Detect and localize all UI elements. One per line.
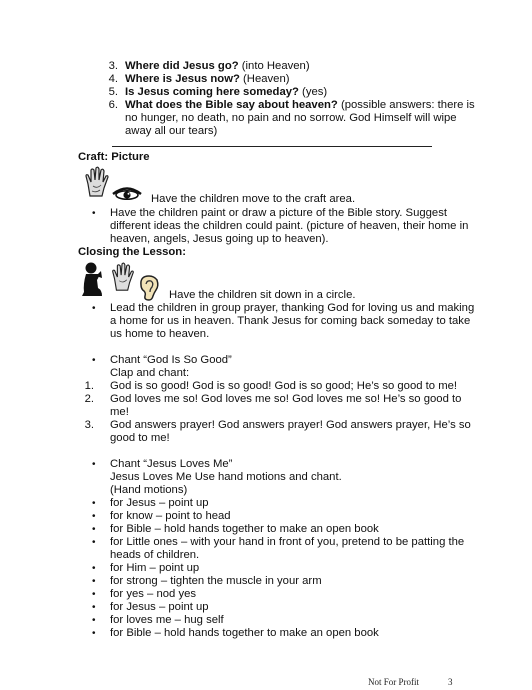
prayer-line3: us home to heaven. [110,328,210,340]
q4-text: Where is Jesus now? (Heaven) [125,73,290,85]
page-number: 3 [448,677,453,687]
list-item: for Jesus – point up [110,601,209,613]
list-bullet: • [92,524,96,535]
craft-heading: Craft: Picture [78,151,150,163]
craft-bullet-line3: heaven, angels, Jesus going up to heaven). [110,233,329,245]
chant1-item-number: 1. [84,380,94,392]
chant1-sub: Clap and chant: [110,367,190,379]
section-divider [112,146,432,147]
chant2-sub: Jesus Loves Me Use hand motions and chant. [110,471,342,483]
list-bullet: • [92,576,96,587]
list-bullet: • [92,498,96,509]
chant1-item-cont: good to me! [110,432,170,444]
list-bullet: • [92,602,96,613]
chant1-item: God is so good! God is so good! God is so good; He’s so good to me! [110,380,458,392]
chant1-bullet: • [92,355,96,366]
list-item: for Bible – hold hands together to make an open book [110,627,379,639]
chant2-sub2: (Hand motions) [110,484,188,496]
list-item-cont: heads of children. [110,549,200,561]
closing-instruction: Have the children sit down in a circle. [169,289,356,301]
list-bullet: • [92,628,96,639]
list-bullet: • [92,537,96,548]
chant2-title: Chant “Jesus Loves Me” [110,458,233,470]
q6-text-line3: away all our tears) [125,125,218,137]
footer-text: Not For Profit [368,677,420,687]
chant1-item: God answers prayer! God answers prayer! God answers prayer, He’s so [110,419,471,431]
list-item: for Little ones – with your hand in front of you, pretend to be patting the [110,536,465,548]
list-item: for strong – tighten the muscle in your arm [110,575,322,587]
chant1-item: God loves me so! God loves me so! God loves me so! He’s so good to [110,393,462,405]
list-bullet: • [92,589,96,600]
hand-icon [84,166,110,198]
q4-number: 4. [108,73,118,85]
closing-heading: Closing the Lesson: [78,246,186,258]
chant1-item-number: 2. [84,393,94,405]
q6-number: 6. [108,99,118,111]
q3-number: 3. [108,60,118,72]
eye-icon [112,186,142,200]
craft-bullet-line1: Have the children paint or draw a picture of the Bible story. Suggest [110,207,447,219]
prayer-bullet: • [92,303,96,314]
craft-bullet: • [92,208,96,219]
list-item: for yes – nod yes [110,588,197,600]
list-bullet: • [92,511,96,522]
q6-text: What does the Bible say about heaven? (possible answers: there is [125,99,475,111]
list-item: for Jesus – point up [110,497,209,509]
chant1-title: Chant “God Is So Good” [110,354,232,366]
hand-icon [110,262,136,292]
q5-text: Is Jesus coming here someday? (yes) [125,86,328,98]
chant1-item-number: 3. [84,419,94,431]
craft-instruction: Have the children move to the craft area. [151,193,356,205]
chant1-item-cont: me! [110,406,129,418]
praying-child-icon [80,262,106,298]
q3-text: Where did Jesus go? (into Heaven) [125,60,310,72]
ear-icon [138,274,160,302]
prayer-line2: a home for us in heaven. Thank Jesus for coming back someday to take [110,315,471,327]
list-item: for know – point to head [110,510,231,522]
list-bullet: • [92,615,96,626]
chant2-bullet: • [92,459,96,470]
list-item: for Bible – hold hands together to make an open book [110,523,379,535]
list-bullet: • [92,563,96,574]
craft-bullet-line2: different ideas the children could paint. (picture of heaven, their home in [110,220,469,232]
prayer-line1: Lead the children in group prayer, thanking God for loving us and making [110,302,475,314]
list-item: for Him – point up [110,562,200,574]
list-item: for loves me – hug self [110,614,224,626]
q6-text-line2: no hunger, no death, no pain and no sorrow. God Himself will wipe [125,112,457,124]
q5-number: 5. [108,86,118,98]
